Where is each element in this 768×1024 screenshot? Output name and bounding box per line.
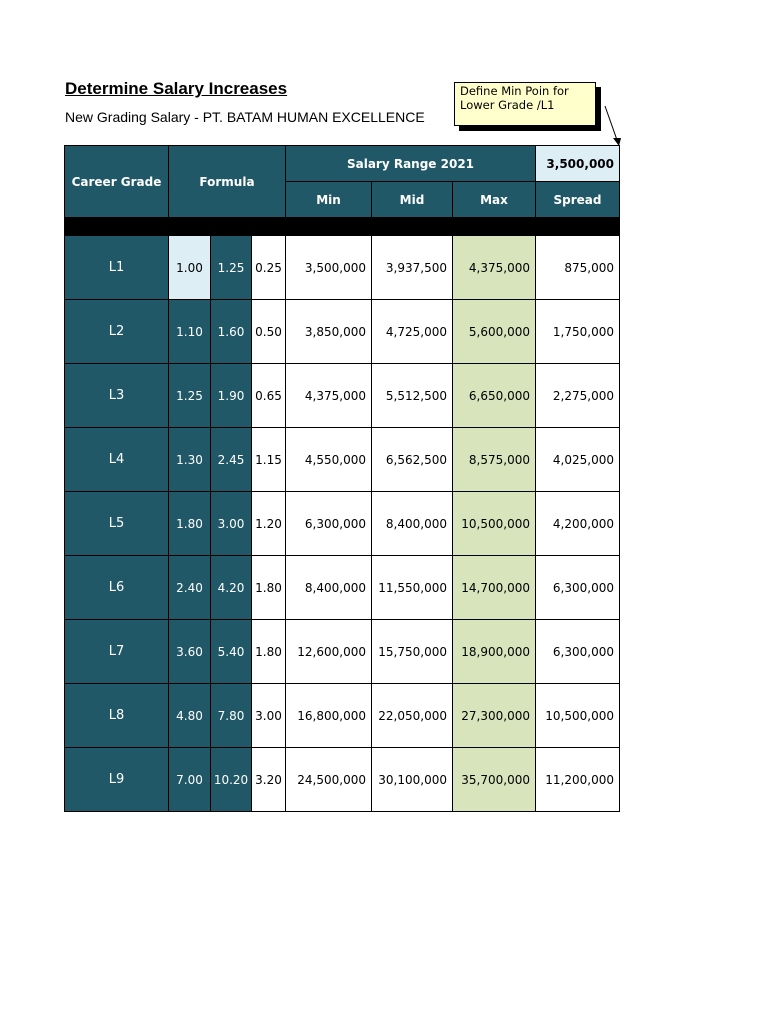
min-salary-cell[interactable]: 16,800,000 — [286, 684, 372, 748]
career-grade-cell: L5 — [65, 492, 169, 556]
career-grade-cell: L1 — [65, 236, 169, 300]
spread-cell[interactable]: 4,200,000 — [536, 492, 620, 556]
career-grade-cell: L3 — [65, 364, 169, 428]
max-salary-cell[interactable]: 10,500,000 — [453, 492, 536, 556]
formula-max-factor-cell[interactable]: 10.20 — [211, 748, 252, 812]
header-max: Max — [453, 182, 536, 218]
formula-max-factor-cell[interactable]: 7.80 — [211, 684, 252, 748]
mid-salary-cell[interactable]: 11,550,000 — [372, 556, 453, 620]
spread-cell[interactable]: 6,300,000 — [536, 620, 620, 684]
table-row — [65, 620, 620, 684]
spread-cell[interactable]: 1,750,000 — [536, 300, 620, 364]
comment-note-line: Define Min Poin for — [460, 84, 569, 98]
base-min-value-cell[interactable]: 3,500,000 — [536, 146, 620, 182]
min-salary-cell[interactable]: 4,375,000 — [286, 364, 372, 428]
career-grade-cell: L9 — [65, 748, 169, 812]
formula-min-factor-cell[interactable]: 1.10 — [169, 300, 211, 364]
spread-cell[interactable]: 6,300,000 — [536, 556, 620, 620]
formula-min-factor-cell[interactable]: 1.80 — [169, 492, 211, 556]
max-salary-cell[interactable]: 35,700,000 — [453, 748, 536, 812]
formula-min-factor-cell[interactable]: 1.25 — [169, 364, 211, 428]
table-row — [65, 748, 620, 812]
formula-max-factor-cell[interactable]: 2.45 — [211, 428, 252, 492]
header-mid: Mid — [372, 182, 453, 218]
mid-salary-cell[interactable]: 15,750,000 — [372, 620, 453, 684]
min-salary-cell[interactable]: 12,600,000 — [286, 620, 372, 684]
min-salary-cell[interactable]: 4,550,000 — [286, 428, 372, 492]
mid-salary-cell[interactable]: 4,725,000 — [372, 300, 453, 364]
table-row — [65, 684, 620, 748]
max-salary-cell[interactable]: 6,650,000 — [453, 364, 536, 428]
max-salary-cell[interactable]: 8,575,000 — [453, 428, 536, 492]
formula-spread-factor-cell[interactable]: 0.25 — [252, 236, 286, 300]
min-salary-cell[interactable]: 3,850,000 — [286, 300, 372, 364]
formula-spread-factor-cell[interactable]: 1.80 — [252, 620, 286, 684]
mid-salary-cell[interactable]: 3,937,500 — [372, 236, 453, 300]
formula-spread-factor-cell[interactable]: 1.20 — [252, 492, 286, 556]
formula-spread-factor-cell[interactable]: 0.65 — [252, 364, 286, 428]
formula-min-factor-cell[interactable]: 3.60 — [169, 620, 211, 684]
max-salary-cell[interactable]: 4,375,000 — [453, 236, 536, 300]
min-salary-cell[interactable]: 24,500,000 — [286, 748, 372, 812]
page-subtitle: New Grading Salary - PT. BATAM HUMAN EXCELLENCE — [65, 109, 425, 125]
table-row — [65, 364, 620, 428]
mid-salary-cell[interactable]: 5,512,500 — [372, 364, 453, 428]
formula-min-factor-cell[interactable]: 4.80 — [169, 684, 211, 748]
career-grade-cell: L6 — [65, 556, 169, 620]
table-row — [65, 556, 620, 620]
formula-min-factor-cell[interactable]: 1.30 — [169, 428, 211, 492]
max-salary-cell[interactable]: 18,900,000 — [453, 620, 536, 684]
separator-cell — [65, 218, 620, 236]
mid-salary-cell[interactable]: 30,100,000 — [372, 748, 453, 812]
career-grade-cell: L2 — [65, 300, 169, 364]
table-row — [65, 300, 620, 364]
page-title: Determine Salary Increases — [65, 79, 288, 98]
comment-note-line: Lower Grade /L1 — [460, 98, 555, 112]
formula-spread-factor-cell[interactable]: 3.20 — [252, 748, 286, 812]
header-min: Min — [286, 182, 372, 218]
formula-spread-factor-cell[interactable]: 3.00 — [252, 684, 286, 748]
formula-max-factor-cell[interactable]: 1.90 — [211, 364, 252, 428]
mid-salary-cell[interactable]: 6,562,500 — [372, 428, 453, 492]
formula-max-factor-cell[interactable]: 1.25 — [211, 236, 252, 300]
spread-cell[interactable]: 2,275,000 — [536, 364, 620, 428]
formula-max-factor-cell[interactable]: 4.20 — [211, 556, 252, 620]
formula-max-factor-cell[interactable]: 1.60 — [211, 300, 252, 364]
max-salary-cell[interactable]: 27,300,000 — [453, 684, 536, 748]
formula-max-factor-cell[interactable]: 5.40 — [211, 620, 252, 684]
table-row — [65, 236, 620, 300]
header-spread: Spread — [536, 182, 620, 218]
table-row — [65, 492, 620, 556]
header-formula: Formula — [169, 146, 286, 218]
formula-spread-factor-cell[interactable]: 1.80 — [252, 556, 286, 620]
min-salary-cell[interactable]: 8,400,000 — [286, 556, 372, 620]
spread-cell[interactable]: 4,025,000 — [536, 428, 620, 492]
formula-spread-factor-cell[interactable]: 0.50 — [252, 300, 286, 364]
header-salary-range: Salary Range 2021 — [286, 146, 536, 182]
career-grade-cell: L7 — [65, 620, 169, 684]
mid-salary-cell[interactable]: 8,400,000 — [372, 492, 453, 556]
salary-grading-table — [64, 145, 620, 812]
max-salary-cell[interactable]: 14,700,000 — [453, 556, 536, 620]
min-salary-cell[interactable]: 3,500,000 — [286, 236, 372, 300]
min-salary-cell[interactable]: 6,300,000 — [286, 492, 372, 556]
formula-min-factor-cell[interactable]: 7.00 — [169, 748, 211, 812]
table-row — [65, 428, 620, 492]
spread-cell[interactable]: 10,500,000 — [536, 684, 620, 748]
header-career-grade: Career Grade — [65, 146, 169, 218]
career-grade-cell: L4 — [65, 428, 169, 492]
career-grade-cell: L8 — [65, 684, 169, 748]
spread-cell[interactable]: 875,000 — [536, 236, 620, 300]
separator-row — [65, 218, 620, 236]
mid-salary-cell[interactable]: 22,050,000 — [372, 684, 453, 748]
formula-min-factor-cell[interactable]: 1.00 — [169, 236, 211, 300]
formula-min-factor-cell[interactable]: 2.40 — [169, 556, 211, 620]
formula-spread-factor-cell[interactable]: 1.15 — [252, 428, 286, 492]
max-salary-cell[interactable]: 5,600,000 — [453, 300, 536, 364]
comment-note[interactable] — [454, 82, 596, 126]
spread-cell[interactable]: 11,200,000 — [536, 748, 620, 812]
formula-max-factor-cell[interactable]: 3.00 — [211, 492, 252, 556]
